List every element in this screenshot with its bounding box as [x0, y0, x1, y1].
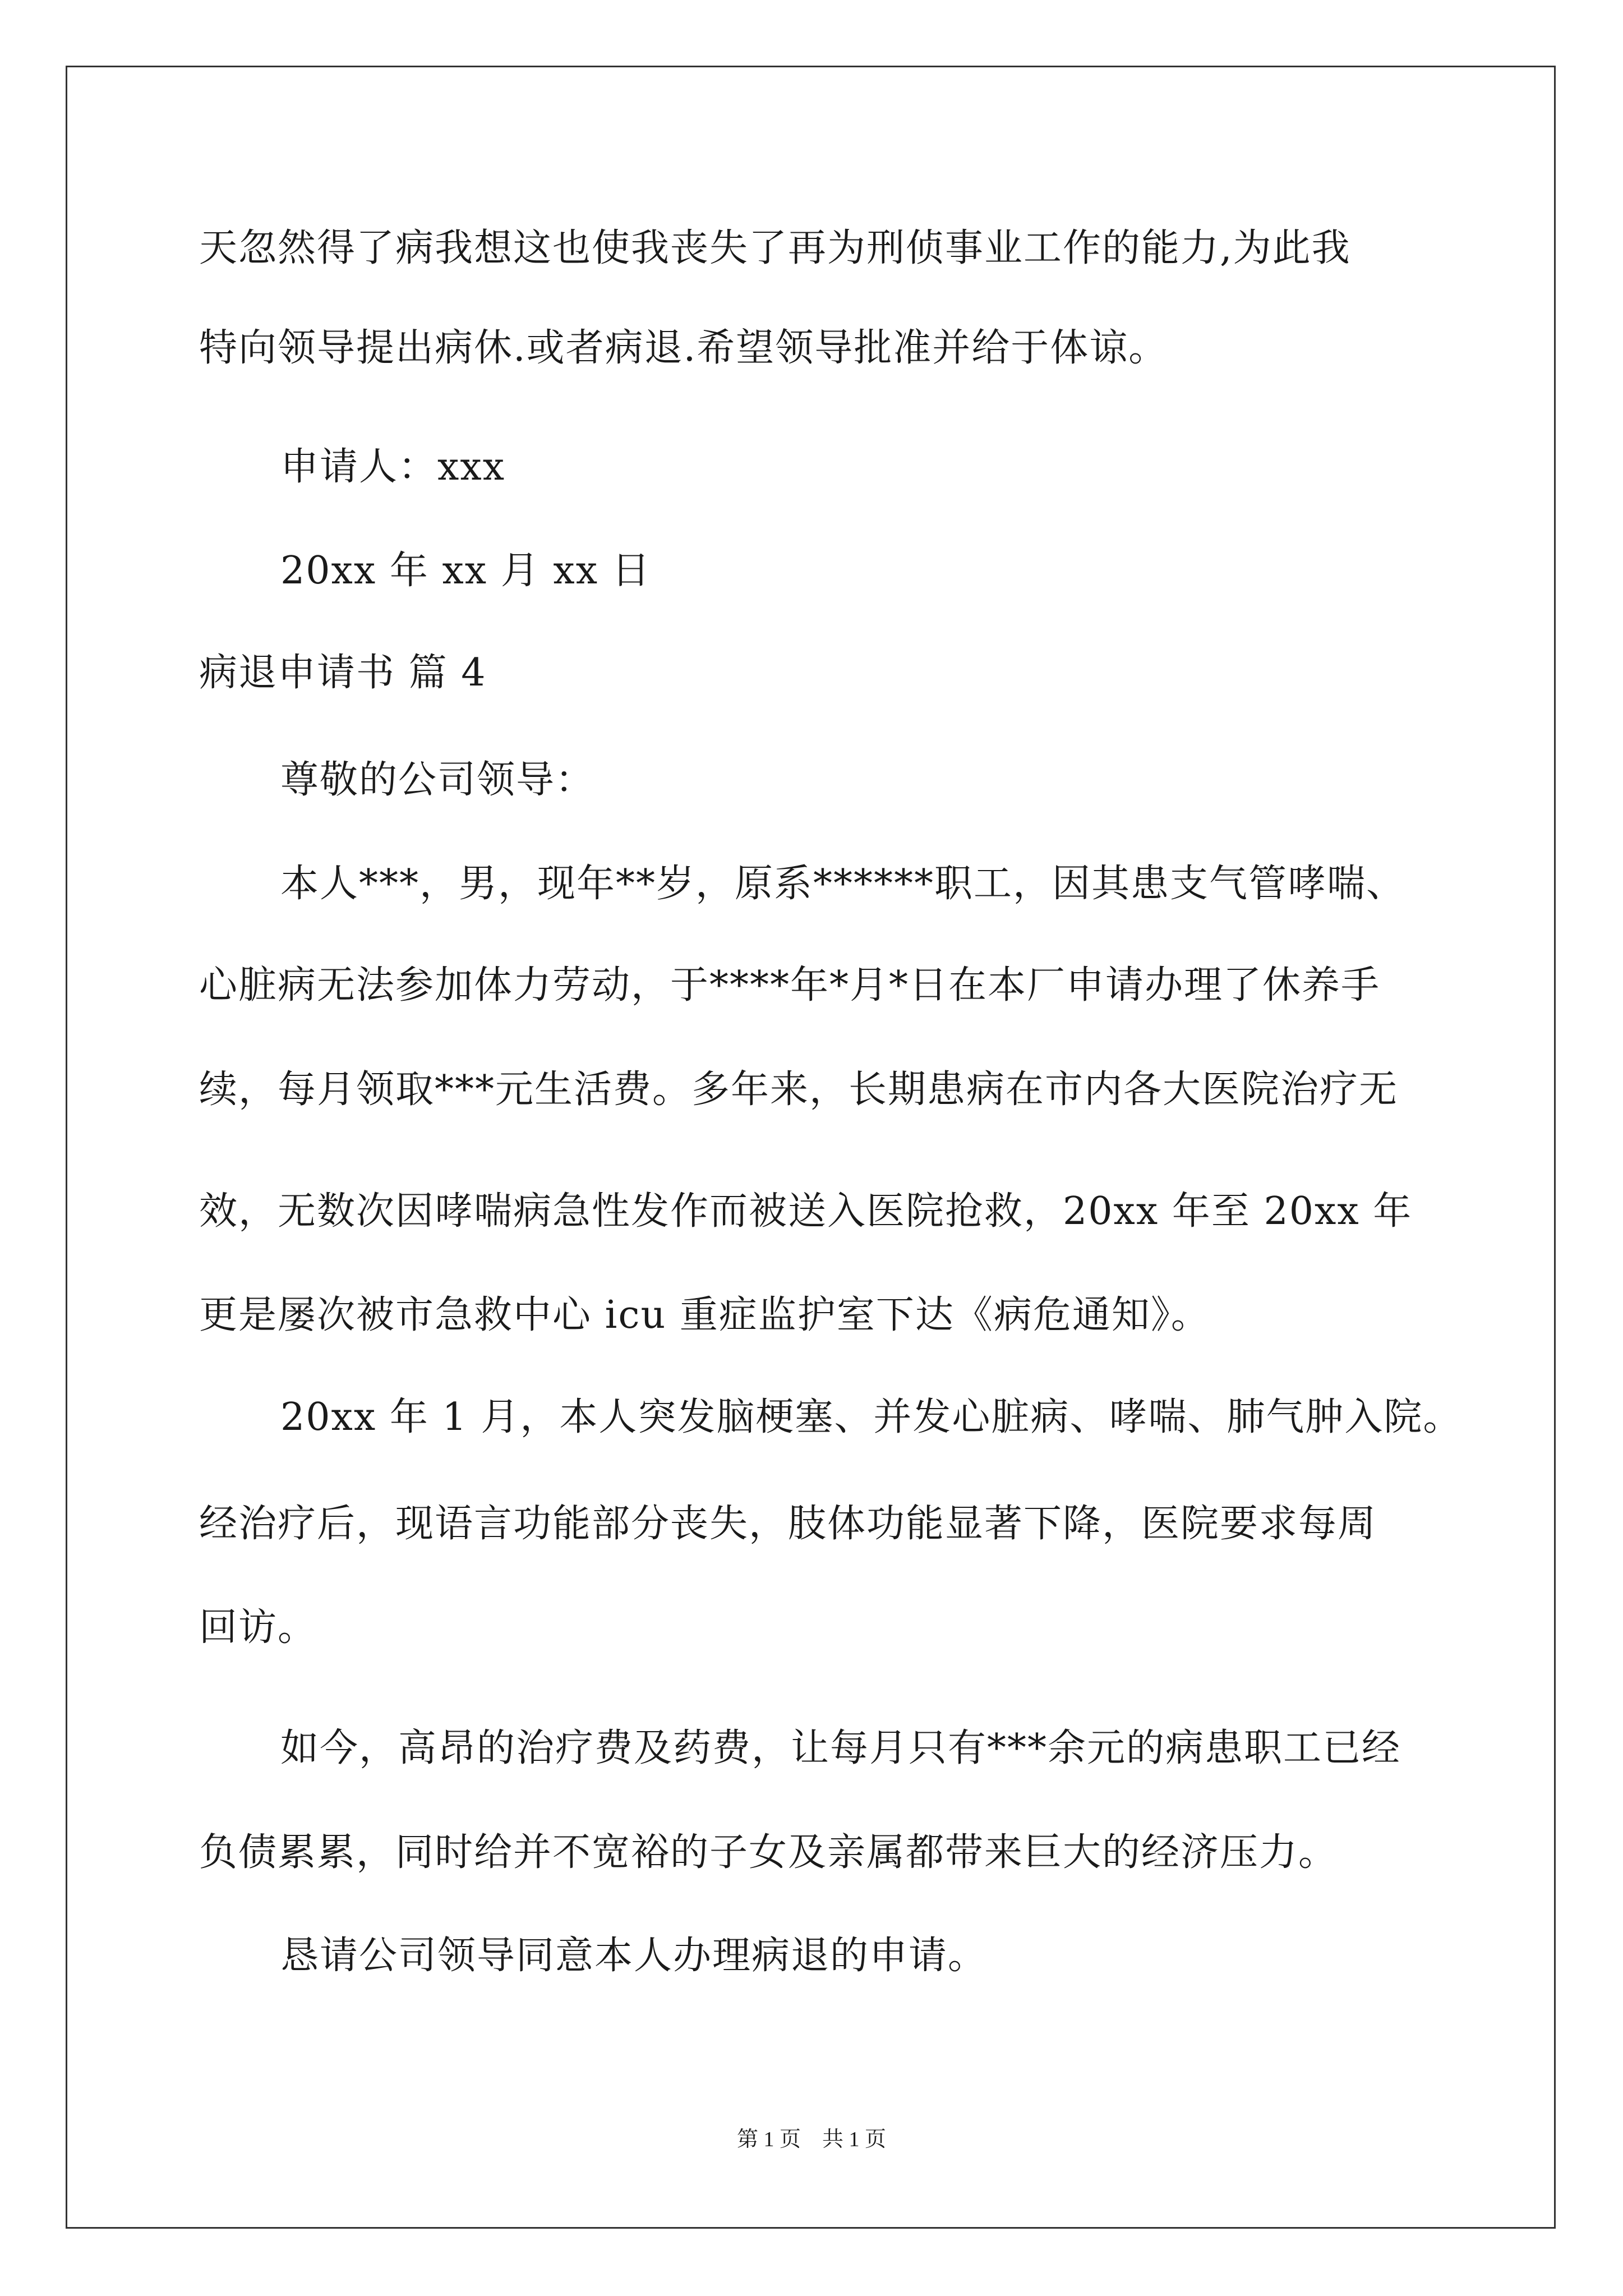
text-line: 回访。: [199, 1605, 317, 1650]
applicant-line: 申请人：xxx: [280, 445, 506, 489]
text-line: 天忽然得了病我想这也使我丧失了再为刑侦事业工作的能力,为此我: [199, 226, 1351, 270]
page-border: [66, 66, 1556, 2229]
page-number-footer: 第 1 页 共 1 页: [736, 2128, 886, 2151]
salutation: 尊敬的公司领导：: [280, 758, 595, 802]
text-line: 本人***，男，现年**岁，原系******职工，因其患支气管哮喘、: [280, 862, 1406, 906]
text-line: 恳请公司领导同意本人办理病退的申请。: [280, 1934, 988, 1978]
section-heading: 病退申请书 篇 4: [199, 651, 487, 695]
text-line: 心脏病无法参加体力劳动，于****年*月*日在本厂申请办理了休养手: [199, 963, 1381, 1007]
text-line: 如今，高昂的治疗费及药费，让每月只有***余元的病患职工已经: [280, 1726, 1401, 1770]
text-line: 特向领导提出病休.或者病退.希望领导批准并给于体谅。: [199, 326, 1168, 370]
text-line: 20xx 年 1 月，本人突发脑梗塞、并发心脏病、哮喘、肺气肿入院。: [280, 1395, 1463, 1439]
date-line: 20xx 年 xx 月 xx 日: [280, 549, 651, 593]
text-line: 效，无数次因哮喘病急性发作而被送入医院抢救，20xx 年至 20xx 年: [199, 1189, 1413, 1234]
text-line: 更是屡次被市急救中心 icu 重症监护室下达《病危通知》。: [199, 1293, 1210, 1337]
text-line: 负债累累，同时给并不宽裕的子女及亲属都带来巨大的经济压力。: [199, 1830, 1338, 1875]
text-line: 经治疗后，现语言功能部分丧失，肢体功能显著下降，医院要求每周: [199, 1502, 1377, 1546]
text-line: 续，每月领取***元生活费。多年来，长期患病在市内各大医院治疗无: [199, 1068, 1399, 1112]
